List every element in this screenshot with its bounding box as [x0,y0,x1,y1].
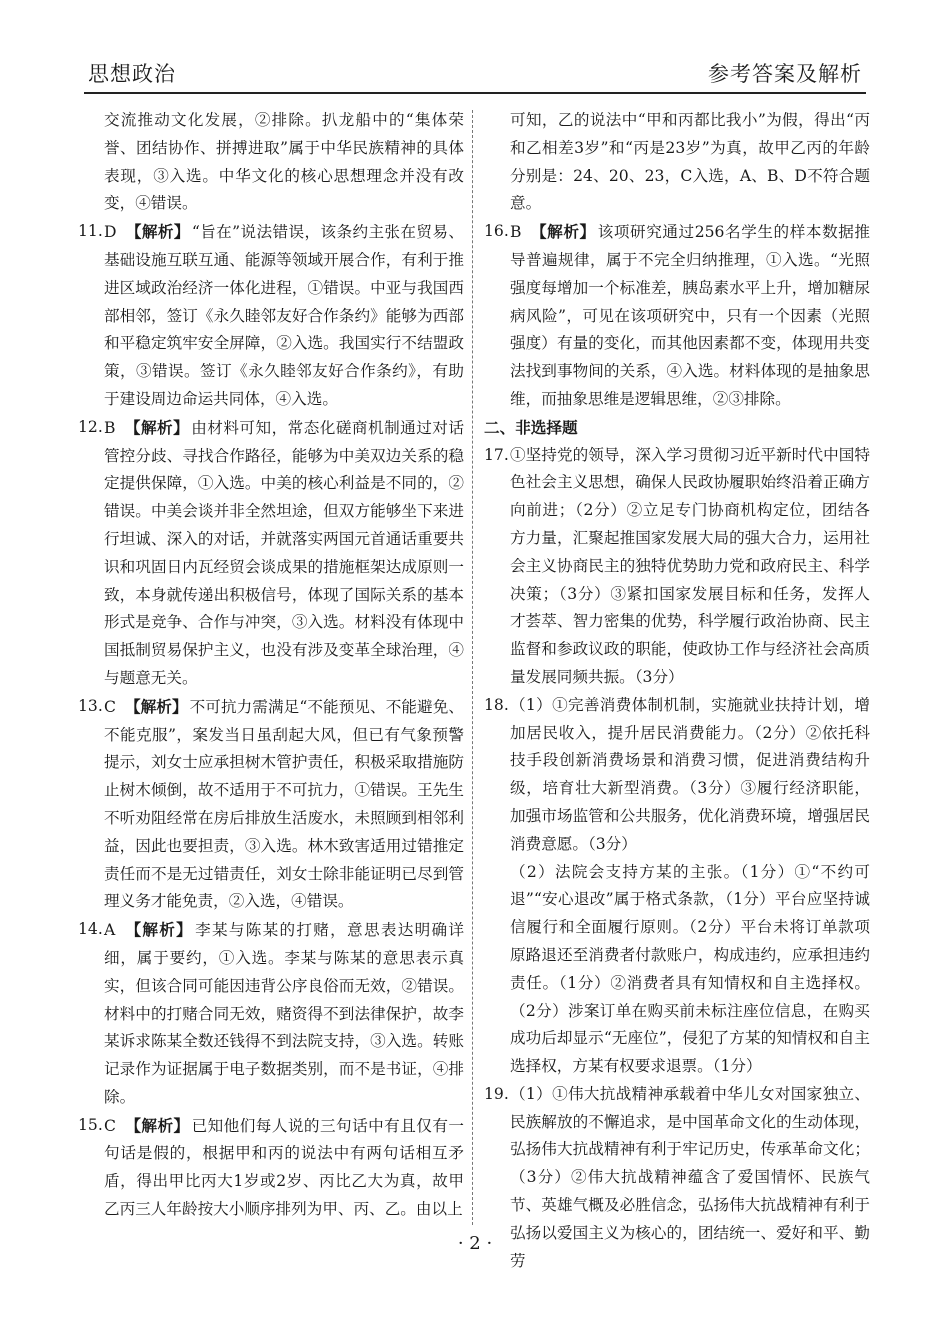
question-16 [484,218,870,414]
answer-letter: C [104,697,116,716]
question-12 [78,414,464,693]
answer-text: ①坚持党的领导，深入学习贯彻习近平新时代中国特色社会主义思想，确保人民政协履职始终沿着正确方向前进；（2分）②立足专门协商机构定位，团结各方力量，汇聚起推国家发展大局的强大合力，运用社会主义协商民主的独特优势助力党和政府民主、科学决策；（3分）③紧扣国家发展目标和任务，发挥人才荟萃、智力密集的优势，科学履行政治协商、民主监督和参政议政的职能，使政协工作与经济社会高质量发展同频共振。（3分） [510,445,870,686]
question-number: 18. [484,695,509,714]
continued-paragraph: 交流推动文化发展，②排除。扒龙船中的“集体荣誉、团结协作、拼搏进取”属于中华民族精神的具体表现，③入选。中华文化的核心思想理念并没有改变，④错误。 [104,111,464,213]
answer-part-1: （1）①完善消费体制机制，实施就业扶持计划，增加居民收入，提升居民消费能力。（2分）②依托科技手段创新消费场景和消费习惯，促进消费结构升级，培育壮大新型消费。（3分）③履行经济职能，加强市场监管和公共服务，优化消费环境，增强居民消费意愿。（3分） [510,695,870,853]
analysis-text: 已知他们每人说的三句话中有且仅有一句话是假的，根据甲和丙的说法中有两句话相互矛盾，得出甲比丙大1岁或2岁、丙比乙大为真，故甲乙丙三人年龄按大小顺序排列为甲、丙、乙。由以上 [104,1116,464,1219]
question-number: 12. [78,417,103,436]
analysis-text: “旨在”说法错误，该条约主张在贸易、基础设施互联互通、能源等领域开展合作，有利于推进区域政治经济一体化进程，①错误。中亚与我国西部相邻，签订《永久睦邻友好合作条约》能够为西部和平稳定筑牢安全屏障，②入选。我国实行不结盟政策，③错误。签订《永久睦邻友好合作条约》，有助于建设周边命运共同体，④入选。 [104,223,464,408]
question-13 [78,693,464,916]
question-number: 15. [78,1115,103,1134]
answer-letter: B [510,223,522,242]
answer-part-2: （2）法院会支持方某的主张。（1分）①“不约可退”“安心退改”属于格式条款，（1分）平台应坚持诚信履行和全面履行原则。（2分）平台未将订单款项原路退还至消费者付款账户，构成违约，应承担违约责任。（1分）②消费者具有知情权和自主选择权。（2分）涉案订单在购买前未标注座位信息，在购买成功后却显示“无座位”，侵犯了方某的知情权和自主选择权，方某有权要求退票。（1分） [510,862,870,1076]
question-15 [78,1112,464,1224]
answer-text: （1）①伟大抗战精神承载着中华儿女对国家独立、民族解放的不懈追求，是中国革命文化的生动体现，弘扬伟大抗战精神有利于牢记历史，传承革命文化；（3分）②伟大抗战精神蕴含了爱国情怀、民族气节、英雄气概及必胜信念，弘扬伟大抗战精神有利于弘扬以爱国主义为核心的，团结统一、爱好和平、勤劳 [510,1084,870,1270]
left-column [78,107,464,1224]
question-number: 19. [484,1084,509,1103]
continued-text [484,107,870,218]
column-divider [472,110,473,1225]
question-11 [78,218,464,414]
subject-title: 思想政治 [88,62,176,86]
answer-letter: B [104,418,116,437]
analysis-tag: 【解析】 [124,417,190,437]
analysis-tag: 【解析】 [124,696,188,716]
question-number: 14. [78,920,103,939]
question-number: 16. [484,222,509,241]
analysis-tag: 【解析】 [125,1115,190,1135]
continued-paragraph: 可知，乙的说法中“甲和丙都比我小”为假，得出“丙和乙相差3岁”和“丙是23岁”为真，故甲乙丙的年龄分别是：24、20、23，C入选，A、B、D不符合题意。 [510,111,870,213]
answer-letter: A [104,921,116,940]
answer-letter: C [104,1116,116,1135]
analysis-tag: 【解析】 [531,222,596,242]
question-17 [484,442,870,692]
page-header [84,56,866,94]
question-18 [484,692,870,1081]
analysis-text: 该项研究通过256名学生的样本数据推导普遍规律，属于不完全归纳推理，①入选。“光照强度每增加一个标准差，胰岛素水平上升，增加糖尿病风险”，可见在该项研究中，只有一个因素（光照强度）有量的变化，而其他因素都不变，体现用共变法找到事物间的关系，④入选。材料体现的是抽象思维，而抽象思维是逻辑思维，②③排除。 [510,223,870,408]
analysis-text: 李某与陈某的打赌，意思表达明确详细，属于要约，①入选。李某与陈某的意思表示真实，但该合同可能因违背公序良俗而无效，②错误。材料中的打赌合同无效，赌资得不到法律保护，故李某诉求陈某全数还钱得不到法院支持，③入选。转账记录作为证据属于电子数据类别，而不是书证，④排除。 [104,921,464,1106]
right-column [484,107,870,1275]
analysis-text: 由材料可知，常态化磋商机制通过对话管控分歧、寻找合作路径，能够为中美双边关系的稳定提供保障，①入选。中美的核心利益是不同的，②错误。中美会谈并非全然坦途，但双方能够坐下来进行坦诚、深入的对话，并就落实两国元首通话重要共识和巩固日内瓦经贸会谈成果的措施框架达成原则一致，本身就传递出积极信号，体现了国际关系的基本形式是竞争、合作与冲突，③入选。材料没有体现中国抵制贸易保护主义，也没有涉及变革全球治理，④与题意无关。 [104,418,464,687]
question-number: 13. [78,696,103,715]
analysis-tag: 【解析】 [125,222,190,242]
answer-letter: D [104,223,117,242]
analysis-text: 不可抗力需满足“不能预见、不能避免、不能克服”，案发当日虽刮起大风，但已有气象预警提示，刘女士应承担树木管护责任，积极采取措施防止树木倾倒，故不适用于不可抗力，①错误。王先生不听劝阻经常在房后排放生活废水，未照顾到相邻利益，因此也要担责，③入选。林木致害适用过错推定责任而不是无过错责任，刘女士除非能证明已尽到管理义务才能免责，②入选，④错误。 [104,697,464,911]
question-number: 17. [484,445,509,464]
page-number: · 2 · [457,1233,493,1254]
answers-title: 参考答案及解析 [708,62,862,86]
section-heading: 二、非选择题 [484,417,578,437]
question-number: 11. [78,222,103,241]
continued-text [78,107,464,218]
analysis-tag: 【解析】 [125,920,194,940]
question-14 [78,916,464,1112]
